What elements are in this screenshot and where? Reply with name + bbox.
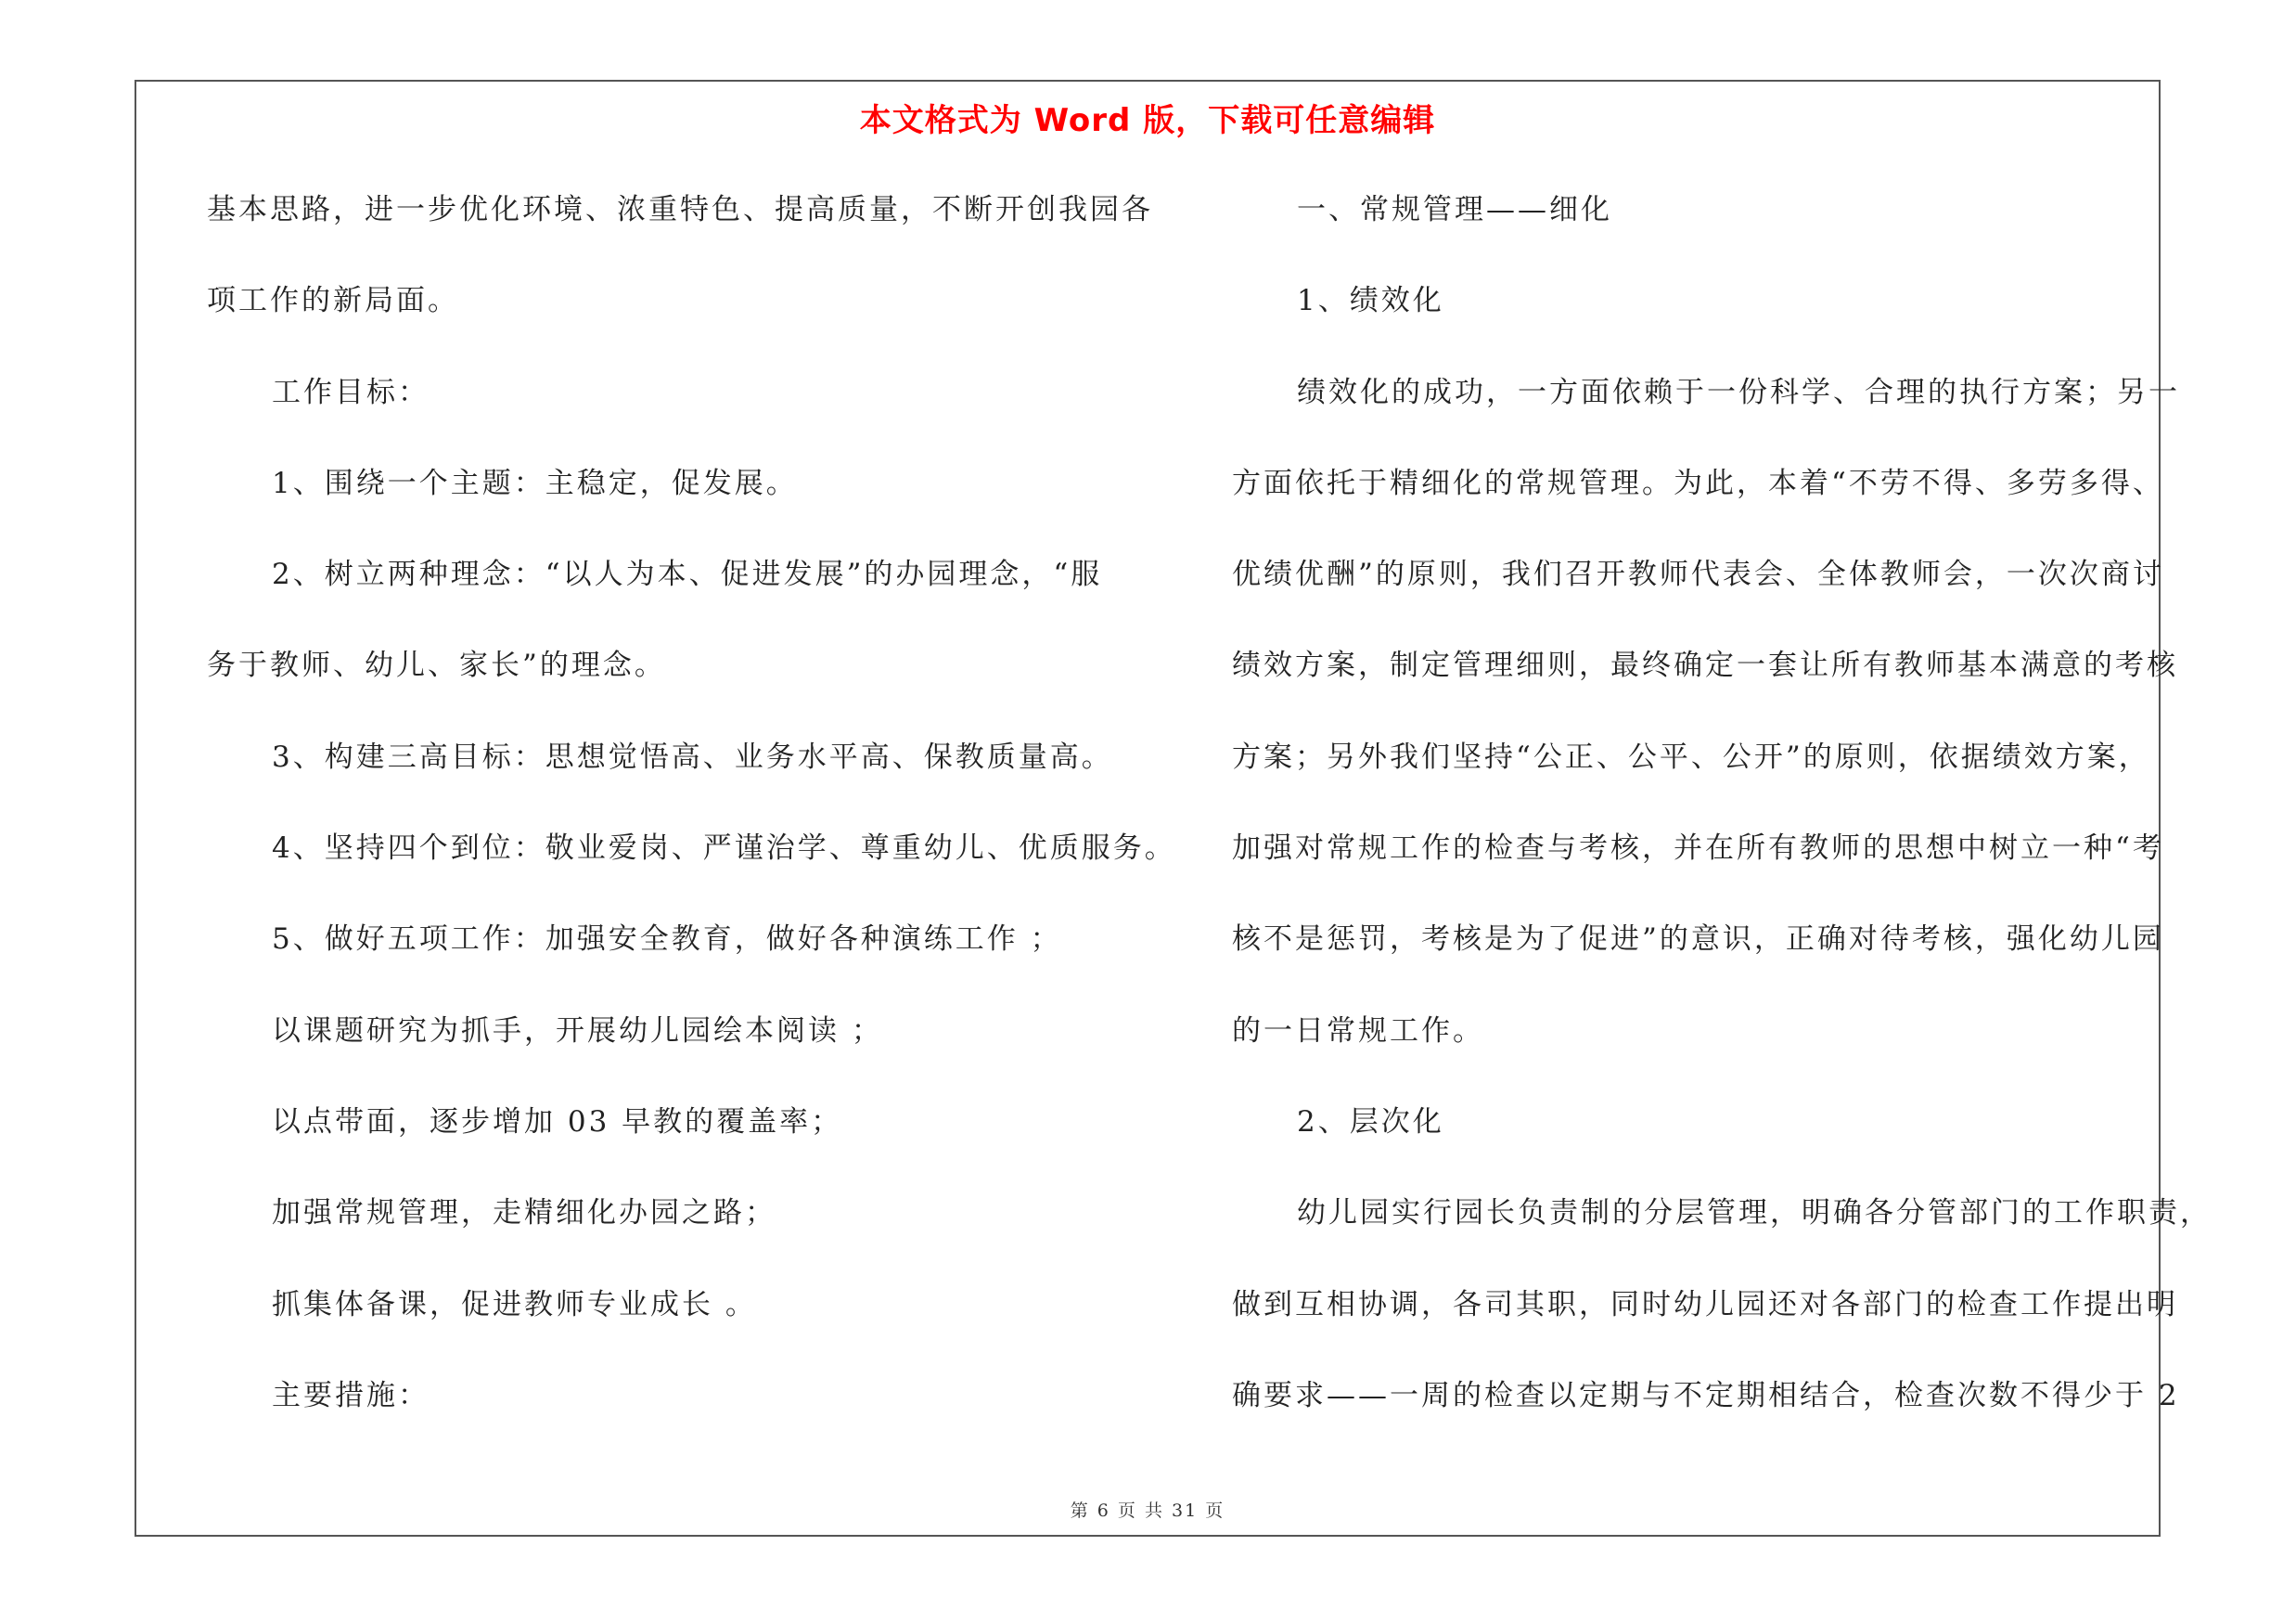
text-line: 基本思路，进一步优化环境、浓重特色、提高质量，不断开创我园各 [207, 193, 1153, 226]
list-item: 2、树立两种理念：“以人为本、促进发展”的办园理念，“服 [272, 558, 1103, 592]
section-heading: 一、常规管理——细化 [1297, 193, 1612, 226]
list-item: 3、构建三高目标：思想觉悟高、业务水平高、保教质量高。 [272, 740, 1113, 774]
text-line: 绩效方案，制定管理细则，最终确定一套让所有教师基本满意的考核 [1232, 649, 2178, 683]
list-item: 1、围绕一个主题：主稳定，促发展。 [272, 466, 798, 500]
text-line: 优绩优酬”的原则，我们召开教师代表会、全体教师会，一次次商讨 [1232, 558, 2164, 592]
right-column [1232, 182, 2212, 1459]
text-line: 务于教师、幼儿、家长”的理念。 [207, 649, 666, 683]
section-heading: 主要措施： [272, 1378, 430, 1412]
left-column [207, 182, 1176, 1459]
list-item: 以课题研究为抓手，开展幼儿园绘本阅读 ； [272, 1013, 883, 1048]
text-line: 做到互相协调，各司其职，同时幼儿园还对各部门的检查工作提出明 [1232, 1287, 2178, 1321]
header-banner: 本文格式为 Word 版，下载可任意编辑 [859, 102, 1436, 139]
list-item: 加强常规管理，走精细化办园之路； [272, 1196, 776, 1230]
page-number: 第 6 页 共 31 页 [1070, 1501, 1225, 1521]
list-item: 抓集体备课，促进教师专业成长 。 [272, 1287, 757, 1321]
text-line: 加强对常规工作的检查与考核，并在所有教师的思想中树立一种“考 [1232, 831, 2164, 866]
text-line: 的一日常规工作。 [1232, 1013, 1484, 1048]
text-line: 方面依托于精细化的常规管理。为此，本着“不劳不得、多劳多得、 [1232, 466, 2164, 500]
text-line: 确要求——一周的检查以定期与不定期相结合，检查次数不得少于 2 [1232, 1378, 2180, 1412]
text-line: 项工作的新局面。 [207, 284, 459, 318]
document-page [135, 80, 2212, 1537]
subsection-heading: 1、绩效化 [1297, 284, 1444, 318]
text-line: 核不是惩罚，考核是为了促进”的意识，正确对待考核，强化幼儿园 [1232, 922, 2164, 957]
text-line: 绩效化的成功，一方面依赖于一份科学、合理的执行方案；另一 [1297, 375, 2180, 409]
list-item: 以点带面，逐步增加 03 早教的覆盖率； [272, 1104, 843, 1139]
section-heading: 工作目标： [272, 375, 430, 409]
list-item: 5、做好五项工作：加强安全教育，做好各种演练工作 ； [272, 922, 1062, 957]
list-item: 4、坚持四个到位：敬业爱岗、严谨治学、尊重幼儿、优质服务。 [272, 831, 1176, 866]
subsection-heading: 2、层次化 [1297, 1104, 1444, 1139]
text-line: 方案；另外我们坚持“公正、公平、公开”的原则，依据绩效方案， [1232, 740, 2150, 774]
text-line: 幼儿园实行园长负责制的分层管理，明确各分管部门的工作职责， [1297, 1196, 2212, 1230]
